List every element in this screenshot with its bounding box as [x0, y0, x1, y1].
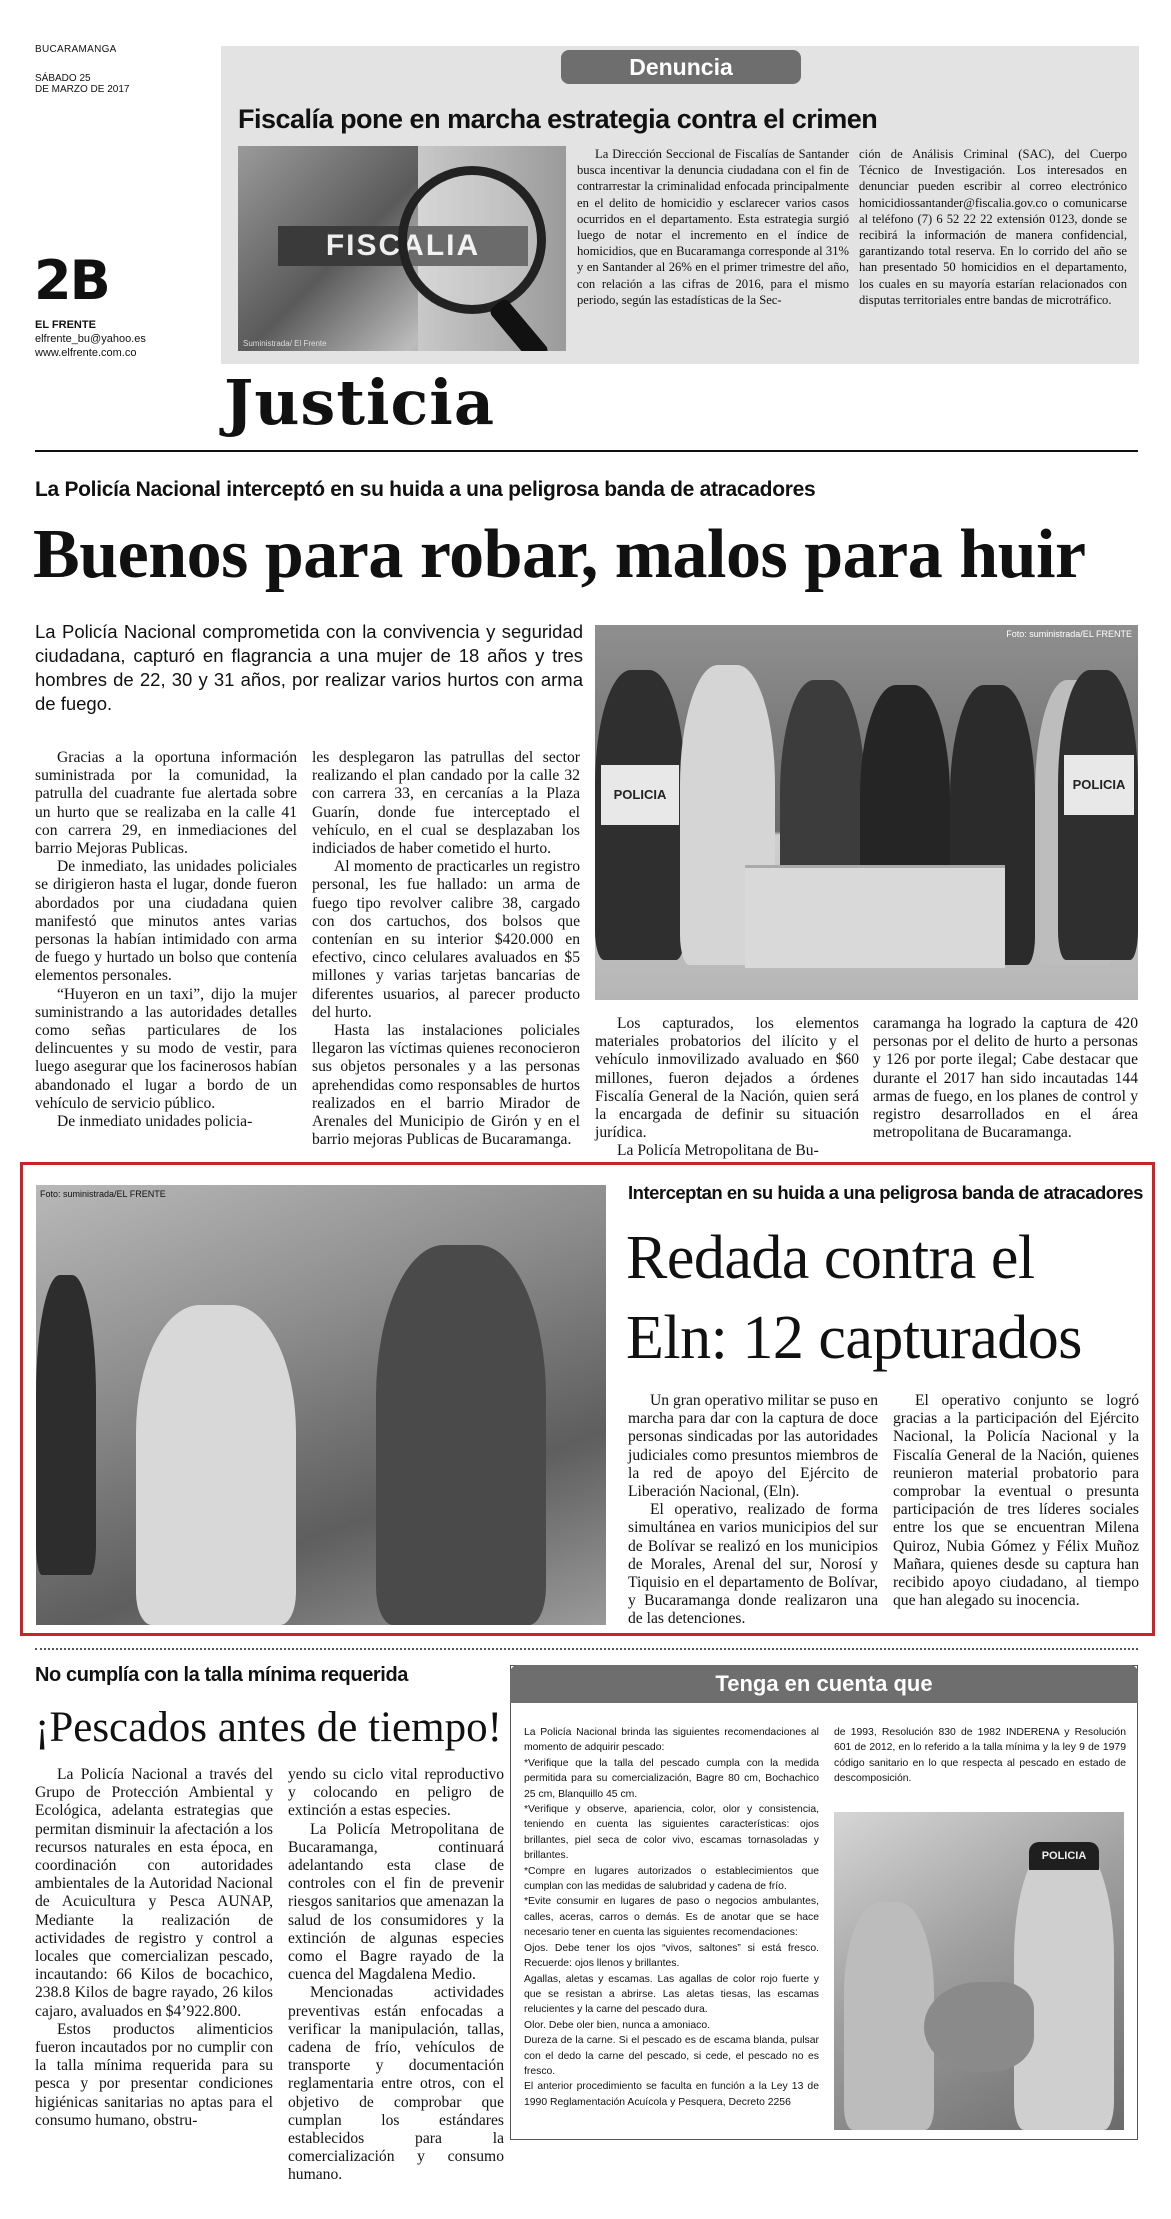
article2-photo: [36, 1185, 606, 1625]
article3-col1-p1: La Policía Nacional a través del Grupo de Protección Ambiental y Ecológica, adelanta estrategias que permitan disminuir la afectación a los recursos naturales en esta época, en coordinación con autoridades ambientales de la Autoridad Nacional de Acuicultura y Pesca AUNAP, Mediante la realización de actividades de registro y control a locales que comercializan pescado, incautando: 66 Kilos de bocachico, 238.8 Kilos de bagre rayado, 26 kilos cajaro, avaluados en $4’922.800.: [35, 1766, 273, 2020]
officer-right-vest: POLICIA: [1064, 755, 1134, 815]
fiscalia-photo-credit: Suministrada/ El Frente: [243, 339, 327, 348]
sidebar-item-3: *Verifique y observe, apariencia, color, olor y consistencia, teniendo en cuenta las siguientes características: ojos brillantes, piel seca de color vivo, escamas tornasoladas y brillantes.: [524, 1804, 819, 1862]
sidebar-item-10: El anterior procedimiento se faculta en función a la Ley 13 de 1990 Reglamentación Acuícola y Pesquera, Decreto 2256: [524, 2081, 819, 2108]
article1-kicker: La Policía Nacional interceptó en su huida a una peligrosa banda de atracadores: [35, 478, 816, 501]
fiscalia-sign: FISCALIA: [278, 226, 528, 266]
fish-bag: [924, 1982, 1034, 2072]
denuncia-box: [221, 46, 1139, 364]
article1-col-3: [595, 1015, 859, 1161]
paper-website[interactable]: www.elfrente.com.co: [35, 347, 137, 359]
article2-kicker: Interceptan en su huida a una peligrosa banda de atracadores: [628, 1182, 1143, 1203]
article1-photo: [595, 625, 1138, 1000]
article1-col3-p1: Los capturados, los elementos materiales probatorios del ilícito y el vehículo inmovilizado avaluado en $60 millones, fueron dejados a órdenes Fiscalía General de la Nación, quien será la encargada de definir su situación jurídica.: [595, 1015, 859, 1142]
article2-col1-p1: Un gran operativo militar se puso en marcha para dar con la captura de doce personas sindicadas por las autoridades judiciales como presuntos miembros de la red de apoyo del Ejército de Liberación Nacional, (Eln).: [628, 1392, 878, 1501]
article1-col1-p3: “Huyeron en un taxi”, dijo la mujer suministrando a las autoridades detalles como señas particulares de los delincuentes y su modo de vestir, para luego asegurar que los facinerosos habían abandonado el lugar a bordo de un vehículo de servicio público.: [35, 985, 297, 1112]
officer-cap-text: POLICIA: [1029, 1842, 1099, 1870]
date-line-2: DE MARZO DE 2017: [35, 84, 130, 95]
article3-col-2: [288, 1766, 504, 2185]
vendor-figure: [844, 1902, 934, 2130]
sidebar-item-8: Olor. Debe oler bien, nunca a amoniaco.: [524, 2019, 710, 2031]
article1-col2-p3: Hasta las instalaciones policiales llegaron las víctimas quienes reconocieron sus objetos personales y a las personas aprehendidas como responsables de hurtos realizados en el barrio Mirador de Arenales del Municipio de Girón y en el barrio mejoras Publicas de Bucaramanga.: [312, 1022, 580, 1149]
sidebar-item-7: Agallas, aletas y escamas. Las agallas de color rojo fuerte y que se resistan a abrirse. Las aletas tiesas, las escamas relucientes y la carne del pescado dura.: [524, 1973, 819, 2016]
article3-col2-p2: La Policía Metropolitana de Bucaramanga, continuará adelantando esta clase de controles con el fin de prevenir riesgos sanitarios que amenazan la salud de los consumidores y la extinción de algunas especies como el Bagre rayado de la cuenca del Magdalena Medio.: [288, 1820, 504, 1984]
section-title: Justicia: [224, 366, 495, 439]
page-number: 2B: [34, 249, 109, 312]
evidence-table: [745, 865, 1005, 968]
paper-name: EL FRENTE: [35, 319, 96, 331]
article1-headline: Buenos para robar, malos para huir: [33, 516, 1086, 593]
detainee-figure: [136, 1305, 296, 1625]
article1-col2-p2: Al momento de practicarles un registro personal, les fue hallado: un arma de fuego tipo revolver calibre 38, cargado con dos cartuchos, dos bolsos que contenían en su interior $420.000 en efectivo, cinco celulares avaluados en $5 millones y varias tarjetas bancarias de diferentes usuarios, al parecer producto del hurto.: [312, 858, 580, 1021]
sidebar-col-2: de 1993, Resolución 830 de 1982 INDERENA y Resolución 601 de 2012, en lo referido a la talla mínima y la ley 9 de 1979 código sanitario en lo que respecta al pescado en estado de descomposición.: [834, 1727, 1126, 1785]
date-line-1: SÁBADO 25: [35, 73, 91, 84]
article2-photo-credit: Foto: suministrada/EL FRENTE: [40, 1189, 166, 1199]
article2-col2-p1: El operativo conjunto se logró gracias a la participación del Ejército Nacional, la Policía Nacional y la Fiscalía General de la Nación, quienes reunieron material probatorio para comprobar la eventual o presunta participación de tres líderes sociales entre los que se encuentran Milena Quiroz, Nubia Gómez y Félix Muñoz Mañara, quienes desde su captura han recibido apoyo ciudadano, al tiempo que han alegado su inocencia.: [893, 1392, 1139, 1610]
officer-right: [1058, 670, 1138, 960]
sidebar-item-1: La Policía Nacional brinda las siguientes recomendaciones al momento de adquirir pescado:: [524, 1727, 819, 1754]
article2-headline: [626, 1218, 1146, 1378]
section-divider: [35, 450, 1138, 452]
article2-dotted-divider: [35, 1648, 1138, 1650]
article1-lead: La Policía Nacional comprometida con la convivencia y seguridad ciudadana, capturó en flagrancia a una mujer de 18 años y tres hombres de 22, 30 y 31 años, por realizar varios hurtos con arma de fuego.: [35, 621, 583, 714]
article3-col-1: [35, 1766, 273, 2130]
article3-col2-p3: Mencionadas actividades preventivas están enfocadas a verificar la manipulación, tallas, cadena de frío, vehículos de transporte y documentación reglamentaria entre otros, con el objetivo de comprobar que cumplan los estándares establecidos para la comercialización y consumo humano.: [288, 1984, 504, 2184]
article2-col-2: [893, 1392, 1139, 1610]
magnifier-icon: [398, 166, 546, 314]
article3-col1-p2: Estos productos alimenticios fueron incautados por no cumplir con la talla mínima requerida para su pesca y por presentar condiciones higiénicas sanitarias no aptas para el consumo humano, obstru-: [35, 2020, 273, 2129]
article3-col2-p1: yendo su ciclo vital reproductivo y colocando en peligro de extinción a estas especies.: [288, 1766, 504, 1820]
sidebar-item-2: *Verifique que la talla del pescado cumpla con la medida permitida para su comercialización, Bagre 80 cm, Bochachico 25 cm, Blanquillo 45 cm.: [524, 1757, 819, 1800]
sidebar-item-6: Ojos. Debe tener los ojos “vivos, saltones” si está fresco. Recuerde: ojos llenos y brillantes.: [524, 1942, 819, 1970]
city-label: BUCARAMANGA: [35, 44, 117, 55]
denuncia-col-1: La Dirección Seccional de Fiscalías de Santander busca incentivar la denuncia ciudadana con el fin de contrarrestar la criminalidad enfocada principalmente en el delito de homicidio y esclarecer varios casos ocurridos en el departamento. Esta estrategia surgió luego de notar el incremento en el índice de homicidios, que en Bucaramanga corresponde al 31% y en Santander al 26% en el primer trimestre del año, con relación a las cifras de 2016, para el mismo periodo, según las estadísticas de la Sec-: [577, 147, 849, 307]
article3-headline: ¡Pescados antes de tiempo!: [35, 1704, 502, 1751]
article2-headline-line1: Redada contra el: [626, 1224, 1035, 1292]
sidebar-photo: [834, 1812, 1124, 2130]
fiscalia-photo: [238, 146, 566, 351]
article2-headline-line2: Eln: 12 capturados: [626, 1304, 1082, 1372]
article1-col1-p2: De inmediato, las unidades policiales se dirigieron hasta el lugar, donde fueron abordados por una ciudadana quien manifestó que minutos antes varias personas la habían intimidado con arma de fuego y hurtado un bolso que contenía elementos personales.: [35, 858, 297, 985]
article3-kicker: No cumplía con la talla mínima requerida: [35, 1664, 408, 1686]
article1-col-4: [873, 1015, 1138, 1142]
denuncia-label: Denuncia: [561, 50, 801, 84]
officer-left-vest: POLICIA: [601, 765, 679, 825]
masthead: [35, 44, 210, 95]
article2-col1-p2: El operativo, realizado de forma simultánea en varios municipios del sur de Bolívar se realizó en los municipios de Morales, Arenal del sur, Norosí y Tiquisio en el departamento de Bolívar, y Bucaramanga donde realizaron una de las detenciones.: [628, 1501, 878, 1628]
article1-col-1: [35, 749, 297, 1131]
sidebar-item-4: *Compre en lugares autorizados o establecimientos que cumplan con las medidas de salubridad y cadena de frío.: [524, 1865, 819, 1893]
paper-email[interactable]: elfrente_bu@yahoo.es: [35, 333, 146, 345]
sidebar-item-5: *Evite consumir en lugares de paso o negocios ambulantes, calles, aceras, carros o demás. Es de anotar que se hace necesario tener en cuenta las siguientes recomendaciones:: [524, 1896, 819, 1939]
article1-col1-p1: Gracias a la oportuna información suministrada por la comunidad, la patrulla del cuadrante fue alertada sobre un hurto que se realizaba en la calle 41 con carrera 29, en inmediaciones del barrio Mejoras Publicas.: [35, 749, 297, 858]
soldier-figure: [376, 1245, 546, 1625]
article1-photo-credit: Foto: suministrada/EL FRENTE: [1006, 629, 1132, 639]
article1-col2-p1: les desplegaron las patrullas del sector realizando el plan candado por la calle 32 con carrera 33, en cercanías a la Plaza Guarín, donde fue interceptado el vehículo, en el cual se desplazaban los indiciados de haber cometido el hurto.: [312, 749, 580, 858]
article1-col1-p4: De inmediato unidades policia-: [57, 1113, 253, 1131]
paper-info: [35, 318, 210, 360]
officer-cap-figure: [1014, 1842, 1114, 2130]
sidebar-item-9: Dureza de la carne. Si el pescado es de escama blanda, pulsar con el dedo la carne del pescado, si cede, el pescado no es fresco.: [524, 2035, 819, 2077]
soldier-left-figure: [36, 1275, 96, 1575]
article1-col4-p1: caramanga ha logrado la captura de 420 personas por el delito de hurto a personas y 126 por porte ilegal; Cabe destacar que durante el 2017 han sido incautadas 144 armas de fuego, en los planes de control y registro desarrollados en el área metropolitana de Bucaramanga.: [873, 1015, 1138, 1142]
article1-col-2: [312, 749, 580, 1149]
denuncia-col-2: ción de Análisis Criminal (SAC), del Cuerpo Técnico de Investigación. Los interesados en denunciar pueden escribir al correo electrónico homicidiossantander@fiscalia.gov.co o comunicarse al teléfono (7) 6 52 22 22 extensión 0123, donde se recibirá la información de manera confidencial, garantizando total reserva. En lo corrido del año se han presentado 50 homicidios en el departamento, los cuales en su mayoría estarían relacionados con disputas territoriales entre bandas de microtráfico.: [859, 147, 1127, 307]
sidebar-col-1: [524, 1725, 819, 2110]
denuncia-headline: Fiscalía pone en marcha estrategia contra el crimen: [238, 104, 878, 134]
sidebar-title: Tenga en cuenta que: [510, 1665, 1138, 1703]
article1-col3-p2: La Policía Metropolitana de Bu-: [617, 1142, 819, 1160]
article2-col-1: [628, 1392, 878, 1629]
